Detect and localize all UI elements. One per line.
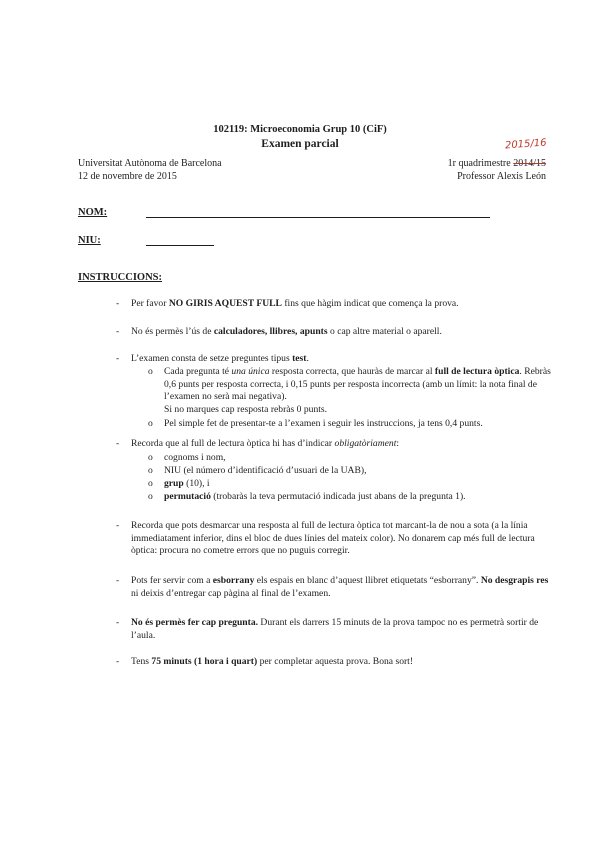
bullet-dash: -	[116, 353, 120, 364]
text: ni deixis d’entregar cap pàgina al final de l’examen.	[131, 587, 331, 599]
niu-label: NIU:	[78, 235, 101, 246]
text: o cap altre material o aparell.	[327, 326, 442, 337]
instruction-8	[131, 656, 551, 669]
bullet-dash: -	[116, 575, 120, 586]
text: Cada pregunta té	[164, 366, 232, 377]
university-info	[78, 157, 222, 183]
instruction-6	[131, 575, 551, 600]
sub-bullet: o	[148, 418, 153, 429]
text: :	[396, 438, 400, 449]
bullet-dash: -	[116, 520, 120, 531]
term-prefix: 1r quadrimestre	[447, 158, 514, 169]
instruction-4-sub-2: NIU (el número d’identificació d’usuari de la UAB),	[164, 465, 367, 476]
text: (trobaràs la teva permutació indicada just abans de la pregunta 1).	[210, 491, 466, 502]
professor-name: Professor Alexis León	[457, 171, 546, 182]
text: resposta correcta, que hauràs de marcar al	[269, 366, 435, 377]
text: Pots fer servir com a	[131, 575, 213, 586]
exam-title: Examen parcial	[261, 138, 339, 150]
emphasis: test	[292, 353, 307, 364]
sub-bullet: o	[148, 452, 153, 463]
instruction-4-sub-1: cognoms i nom,	[164, 452, 226, 463]
emphasis: esborrany	[212, 575, 255, 586]
text: per completar aquesta prova. Bona sort!	[257, 656, 414, 667]
bullet-dash: -	[116, 656, 120, 667]
exam-date: 12 de novembre de 2015	[78, 171, 177, 182]
instruction-3	[131, 353, 551, 366]
instruction-2	[131, 326, 551, 339]
bullet-dash: -	[116, 326, 120, 337]
course-title: 102119: Microeconomia Grup 10 (CiF)	[213, 124, 387, 135]
instruction-1	[131, 298, 551, 311]
instruction-3-sub-2: Pel simple fet de presentar-te a l’examen i seguir les instruccions, ja tens 0,4 punts.	[164, 418, 483, 429]
text: els espais en blanc d’aquest llibret etiquetats “esborrany”.	[254, 575, 481, 586]
sub-bullet: o	[148, 478, 153, 489]
text: . Rebràs 0,6 punts per resposta correcta, i 0,15 punts per resposta incorrecta (amb un límit: la nota final de l’examen no serà mai negativa).	[164, 366, 551, 402]
handwritten-year: 2015/16	[504, 137, 547, 152]
sub-bullet: o	[148, 491, 153, 502]
text: Durant els darrers 15 minuts de la prova tampoc no es permetrà sortir de l’aula.	[131, 617, 539, 641]
instruction-4	[131, 438, 551, 451]
emphasis: permutació	[164, 491, 211, 502]
text: (10), i	[183, 478, 210, 489]
emphasis: una única	[231, 366, 270, 377]
sub-bullet: o	[148, 366, 153, 377]
text: No és permès l’ús de	[131, 326, 214, 337]
text: fins que hàgim indicat que comença la prova.	[281, 298, 459, 309]
instruction-5: Recorda que pots desmarcar una resposta al full de lectura òptica tot marcant-la de nou a sota (a la línia immediatament inferior, dins el bloc de dues línies del mateix color). No donarem cap més full de lectura òptica: procura no cometre errors que no puguis corregir.	[131, 520, 535, 556]
instruction-4-sub-4	[164, 491, 556, 504]
bullet-dash: -	[116, 298, 120, 309]
text: L’examen consta de setze preguntes tipus	[131, 353, 293, 364]
university-name: Universitat Autònoma de Barcelona	[78, 158, 222, 169]
instruction-3-sub-1	[164, 366, 556, 416]
sub-bullet: o	[148, 465, 153, 476]
emphasis: No és permès fer cap pregunta.	[131, 617, 259, 628]
instructions-heading: INSTRUCCIONS:	[78, 272, 163, 283]
emphasis: NO GIRIS AQUEST FULL	[168, 298, 282, 309]
bullet-dash: -	[116, 438, 120, 449]
text: Per favor	[131, 298, 169, 309]
term-info	[378, 157, 546, 183]
emphasis: calculadores, llibres, apunts	[213, 326, 328, 337]
text: Si no marques cap resposta rebràs 0 punts.	[164, 403, 328, 415]
emphasis: full de lectura òptica	[434, 366, 520, 377]
niu-line[interactable]	[146, 245, 214, 246]
emphasis: 75 minuts (1 hora i quart)	[151, 656, 258, 667]
emphasis: No desgrapis res	[480, 575, 549, 586]
term-struck: 2014/15	[513, 158, 546, 169]
term-line	[378, 157, 546, 170]
text: Recorda que al full de lectura òptica hi has d’indicar	[131, 438, 335, 449]
name-line[interactable]	[146, 217, 490, 218]
emphasis: grup	[164, 478, 184, 489]
bullet-dash: -	[116, 617, 120, 628]
text: .	[306, 353, 309, 364]
instruction-4-sub-3	[164, 478, 556, 491]
instruction-7	[131, 617, 551, 642]
name-label: NOM:	[78, 207, 108, 218]
text: Tens	[131, 656, 152, 667]
emphasis: obligatòriament	[334, 438, 397, 449]
